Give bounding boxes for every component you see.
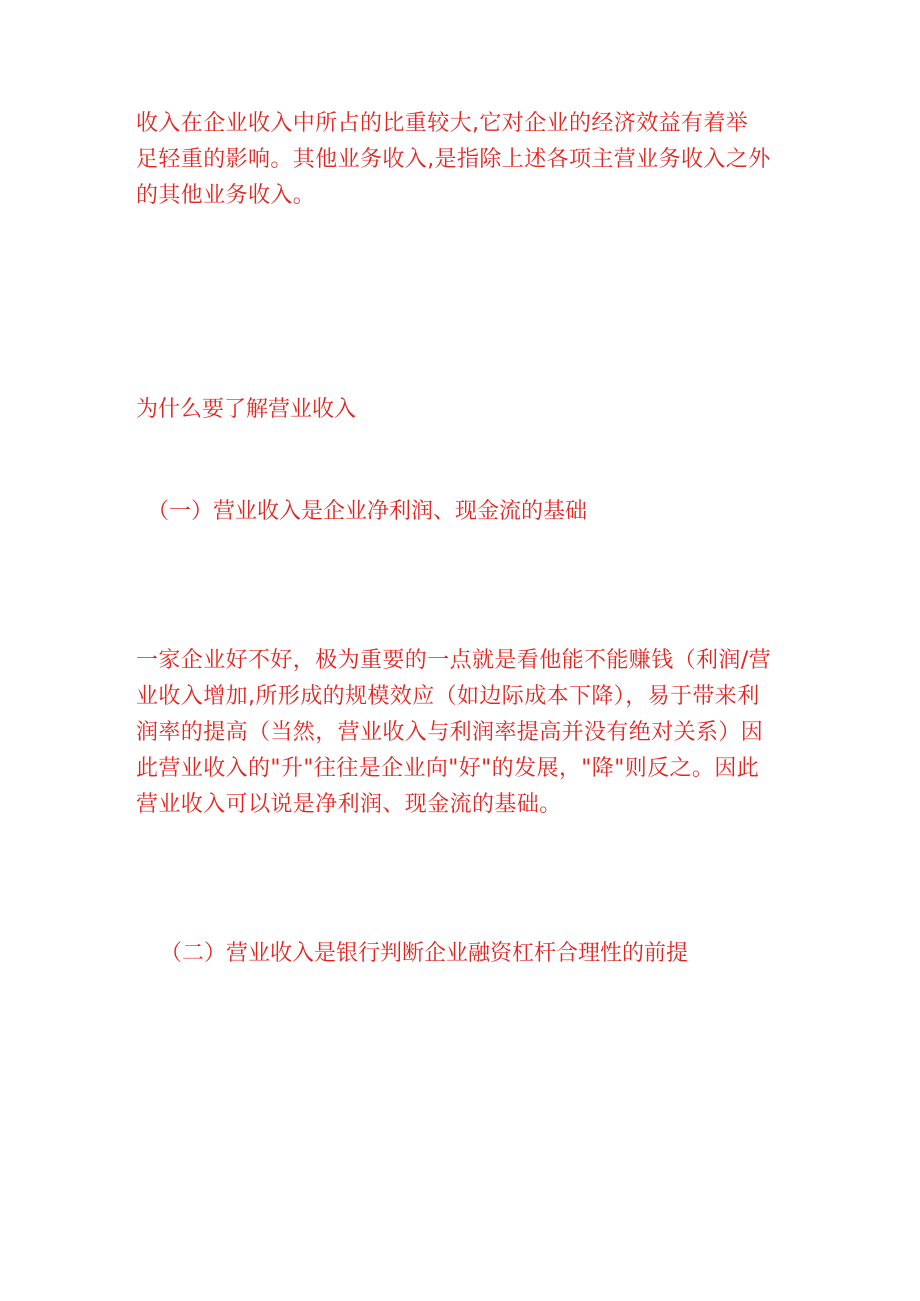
paragraph-line: 一家企业好不好，极为重要的一点就是看他能不能赚钱（利润/营 [136,648,772,673]
paragraph-line: 收入在企业收入中所占的比重较大,它对企业的经济效益有着举 [136,111,749,136]
section-heading: 为什么要了解营业收入 [136,397,357,422]
paragraph-other-business-income [136,106,786,214]
paragraph-line: 润率的提高（当然，营业收入与利润率提高并没有绝对关系）因 [136,720,764,745]
subheading-one: （一）营业收入是企业净利润、现金流的基础 [147,499,588,524]
paragraph-line: 业收入增加,所形成的规模效应（如边际成本下降），易于带来利 [136,684,760,709]
paragraph-line: 的其他业务收入。 [136,183,316,208]
paragraph-line: 足轻重的影响。其他业务收入,是指除上述各项主营业务收入之外 [136,147,771,172]
subheading-two: （二）营业收入是银行判断企业融资杠杆合理性的前提 [160,941,689,966]
paragraph-profit-basis [136,643,786,823]
paragraph-line: 此营业收入的"升"往往是企业向"好"的发展，"降"则反之。因此 [136,756,760,781]
paragraph-line: 营业收入可以说是净利润、现金流的基础。 [136,792,562,817]
